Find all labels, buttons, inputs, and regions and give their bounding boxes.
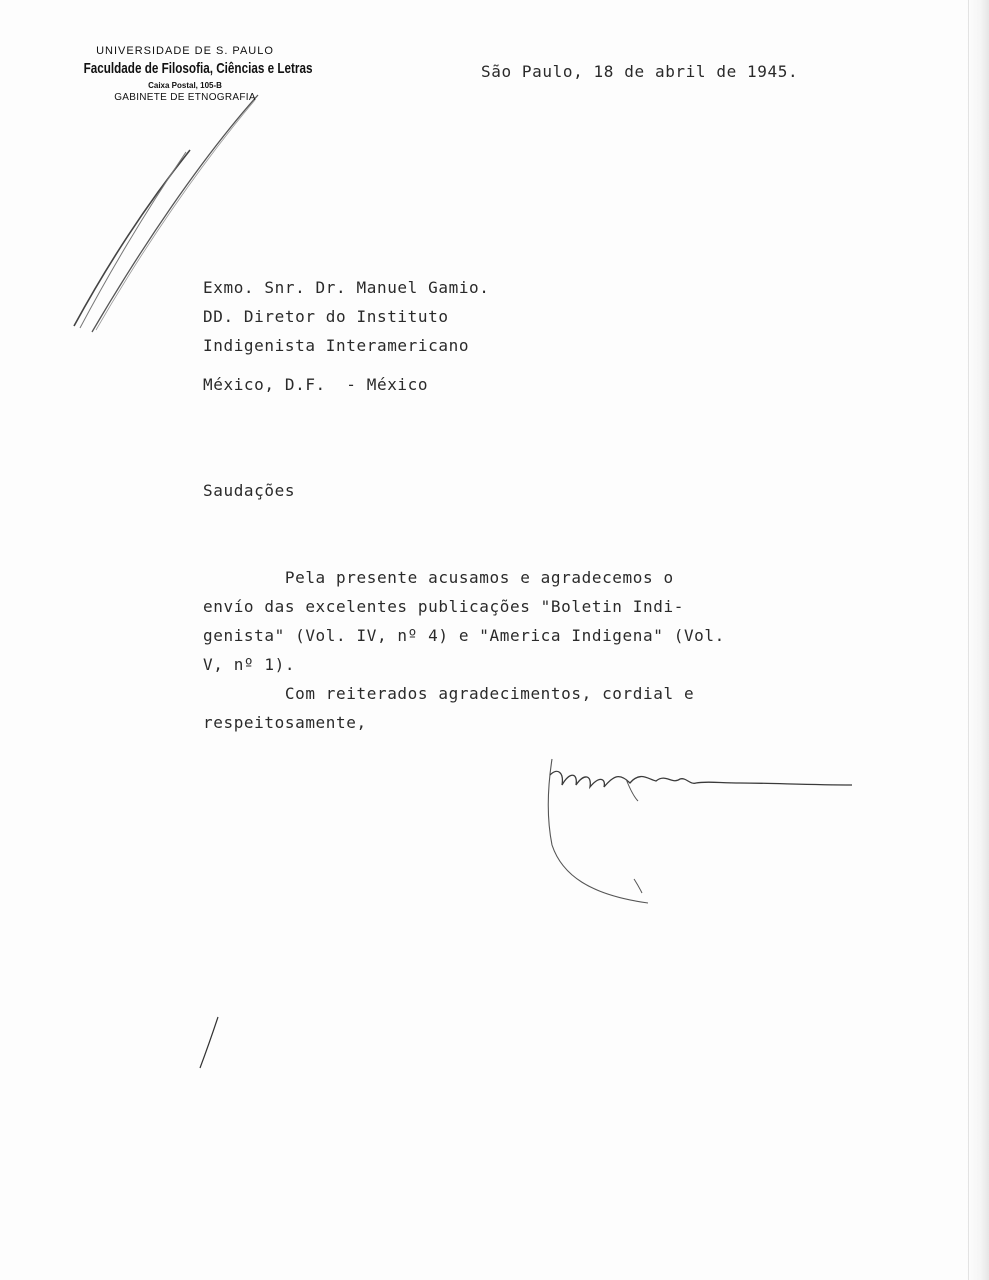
recipient-line-4: México, D.F. - México [203,375,429,394]
pencil-stroke-5 [200,1017,218,1068]
signature [530,745,860,915]
date-line: São Paulo, 18 de abril de 1945. [481,62,799,81]
body-line-6: respeitosamente, [203,713,367,732]
pencil-stroke-2 [80,152,186,328]
letterhead-department: GABINETE DE ETNOGRAFIA [114,92,256,103]
letterhead-postal-box: Caixa Postal, 105-B [148,81,222,90]
recipient-line-2: DD. Diretor do Instituto [203,307,449,326]
letterhead-faculty: Faculdade de Filosofia, Ciências e Letras [83,60,313,77]
salutation: Saudações [203,481,296,500]
pencil-stroke-1 [74,150,190,326]
body-line-2: envío das excelentes publicações "Boletin Indi- [203,597,684,616]
letterhead [55,44,315,104]
body-line-1: Pela presente acusamos e agradecemos o [203,568,674,587]
letterhead-university: UNIVERSIDADE DE S. PAULO [96,45,274,57]
recipient-line-3: Indigenista Interamericano [203,336,470,355]
body-line-4: V, nº 1). [203,655,296,674]
body-line-5: Com reiterados agradecimentos, cordial e [203,684,695,703]
recipient-line-1: Exmo. Snr. Dr. Manuel Gamio. [203,278,490,297]
body-line-3: genista" (Vol. IV, nº 4) e "America Indigena" (Vol. [203,626,725,645]
